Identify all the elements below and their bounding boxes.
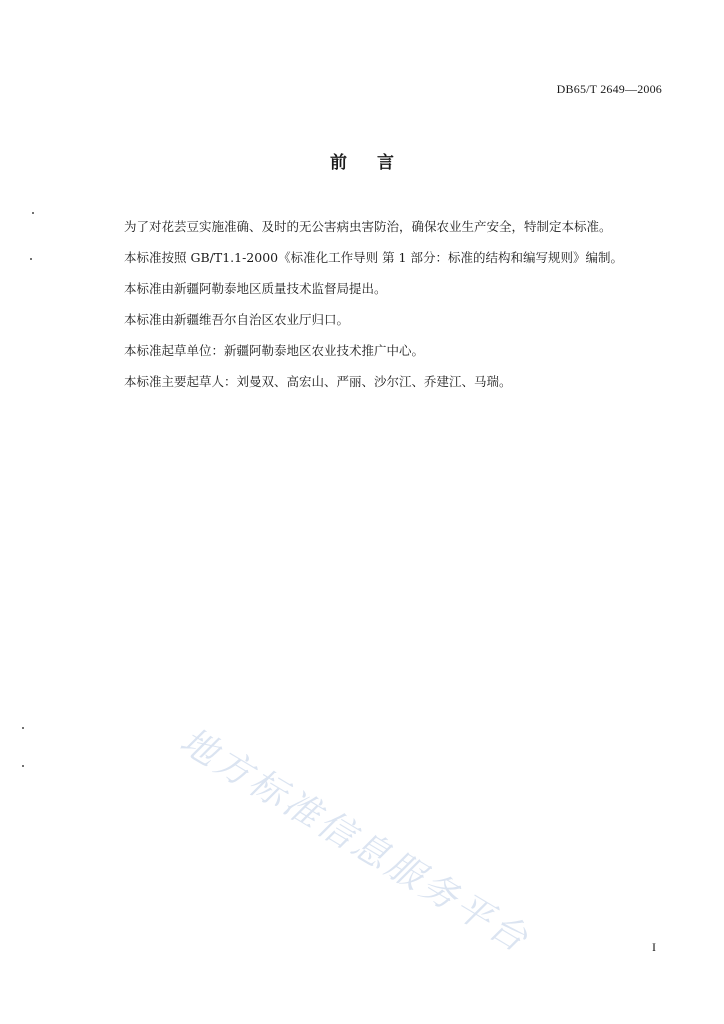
paragraph: 本标准由新疆阿勒泰地区质量技术监督局提出。 xyxy=(124,281,387,296)
body-text xyxy=(124,219,664,405)
paragraph: 为了对花芸豆实施准确、及时的无公害病虫害防治，确保农业生产安全，特制定本标准。 xyxy=(124,219,612,234)
paragraph: 本标准主要起草人：刘曼双、高宏山、严丽、沙尔江、乔建江、马瑞。 xyxy=(124,374,512,389)
paragraph: 本标准起草单位：新疆阿勒泰地区农业技术推广中心。 xyxy=(124,343,425,358)
document-code: DB65/T 2649—2006 xyxy=(556,82,662,96)
scan-speck xyxy=(22,727,24,729)
page-number: I xyxy=(652,940,656,954)
scan-speck xyxy=(30,258,32,260)
paragraph: 本标准按照 GB/T1.1-2000《标准化工作导则 第 1 部分：标准的结构和编写规则》编制。 xyxy=(124,250,623,265)
watermark: 地方标准信息服务平台 xyxy=(172,720,537,962)
paragraph: 本标准由新疆维吾尔自治区农业厅归口。 xyxy=(124,312,350,327)
page-title: 前言 xyxy=(330,153,424,173)
scan-speck xyxy=(22,765,24,767)
scan-speck xyxy=(32,212,34,214)
